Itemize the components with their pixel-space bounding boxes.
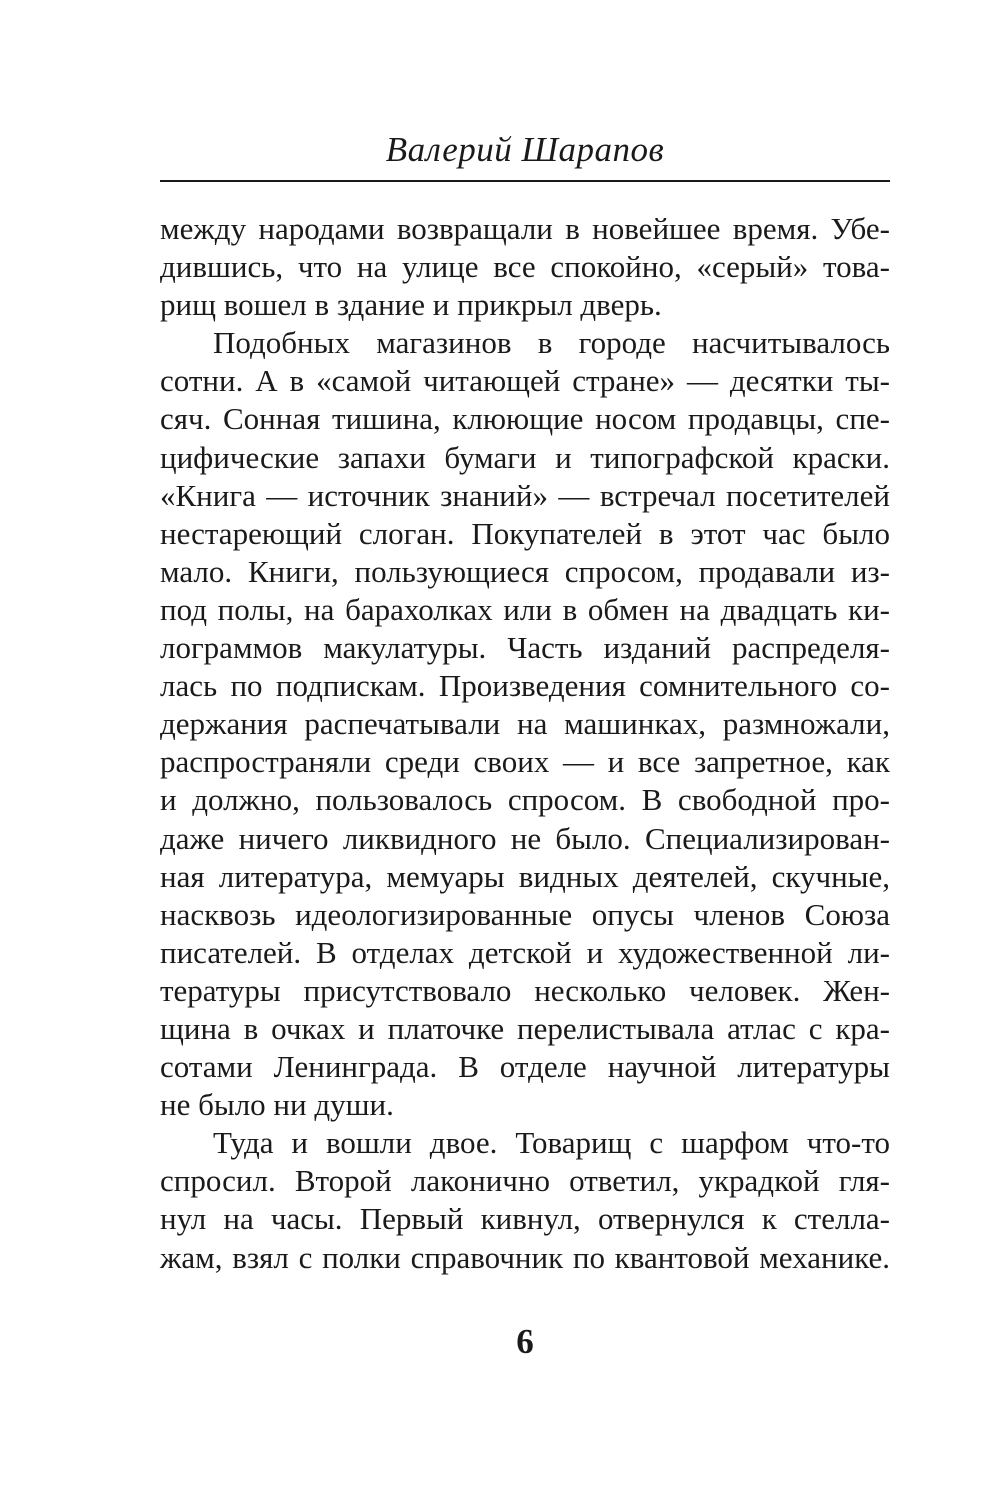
text-line: сотами Ленинграда. В отделе научной литературы: [160, 1049, 890, 1085]
text-line: нестареющий слоган. Покупателей в этот час было: [160, 515, 890, 551]
text-line: и должно, пользовалось спросом. В свободной про-: [160, 782, 890, 818]
text-line: Подобных магазинов в городе насчитывалось: [213, 325, 890, 361]
text-line: сотни. А в «самой читающей стране» — десятки ты-: [160, 363, 890, 399]
text-line: лась по подпискам. Произведения сомнительного со-: [160, 668, 890, 704]
text-line: жам, взял с полки справочник по квантовой механике.: [160, 1239, 890, 1275]
header-rule: [160, 180, 890, 182]
text-line: не было ни души.: [160, 1087, 394, 1123]
text-line: цифические запахи бумаги и типографской краски.: [160, 439, 890, 475]
text-line: между народами возвращали в новейшее время. Убе-: [160, 211, 890, 246]
text-line: насквозь идеологизированные опусы членов Союза: [160, 896, 890, 932]
text-line: спросил. Второй лаконично ответил, украдкой гля-: [160, 1163, 890, 1199]
text-line: писателей. В отделах детской и художественной ли-: [160, 934, 890, 970]
text-line: Туда и вошли двое. Товарищ с шарфом что-то: [213, 1125, 890, 1161]
page-number: 6: [516, 1322, 534, 1361]
text-line: мало. Книги, пользующиеся спросом, продавали из-: [160, 553, 890, 589]
text-line: под полы, на барахолках или в обмен на двадцать ки-: [160, 591, 890, 627]
text-line: ная литература, мемуары видных деятелей, скучные,: [160, 858, 890, 894]
text-line: рищ вошел в здание и прикрыл дверь.: [160, 287, 662, 323]
text-line: держания распечатывали на машинках, размножали,: [160, 706, 890, 742]
text-line: дившись, что на улице все спокойно, «серый» това-: [160, 249, 890, 285]
text-line: тературы присутствовало несколько человек. Жен-: [160, 972, 890, 1008]
text-line: «Книга — источник знаний» — встречал посетителей: [160, 477, 890, 513]
text-line: нул на часы. Первый кивнул, отвернулся к стелла-: [160, 1201, 890, 1237]
text-line: сяч. Сонная тишина, клюющие носом продавцы, спе-: [160, 401, 890, 437]
text-line: распространяли среди своих — и все запретное, как: [160, 744, 890, 780]
body-text: [160, 210, 890, 1277]
text-line: лограммов макулатуры. Часть изданий распределя-: [160, 630, 890, 666]
text-line: даже ничего ликвидного не было. Специализирован-: [160, 820, 890, 856]
running-head-author: Валерий Шарапов: [385, 130, 665, 169]
text-line: щина в очках и платочке перелистывала атлас с кра-: [160, 1010, 890, 1046]
